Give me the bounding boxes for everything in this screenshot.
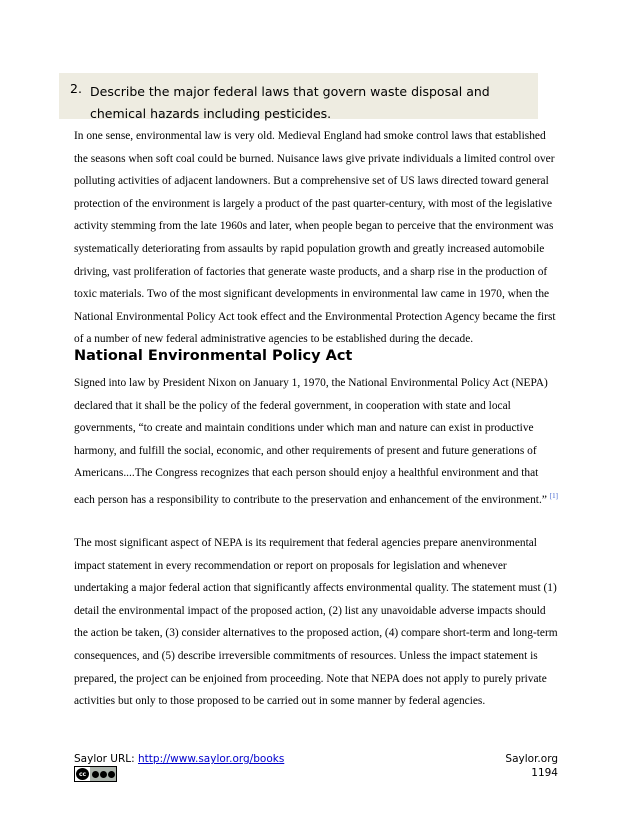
footer-site: Saylor.org (505, 753, 558, 765)
footer-url-link[interactable]: http://www.saylor.org/books (138, 753, 285, 765)
nc-icon (100, 771, 107, 778)
cc-circle-icon: cc (76, 768, 89, 780)
sa-icon (108, 771, 115, 778)
learning-objective-box (59, 73, 538, 119)
nepa-paragraph-2: The most significant aspect of NEPA is its requirement that federal agencies prepare anenvironmental impact statement in every recommendation or report on proposals for legislation and whenever undertaking a major federal action that significantly affects environmental quality. The statement must (1) detail the environmental impact of the proposed action, (2) list any unavoidable adverse impacts should the action be taken, (3) consider alternatives to the proposed action, (4) compare short-term and long-term consequences, and (5) describe irreversible commitments of resources. Unless the impact statement is prepared, the project can be enjoined from proceeding. Note that NEPA does not apply to purely private activities but only to those proposed to be carried out in some manner by federal agencies. (74, 537, 558, 708)
section-heading: National Environmental Policy Act (74, 348, 353, 364)
intro-paragraph: In one sense, environmental law is very old. Medieval England had smoke control laws that established the seasons when soft coal could be burned. Nuisance laws give private individuals a limited control over polluting activities of adjacent landowners. But a comprehensive set of US laws directed toward general protection of the environment is largely a product of the past quarter-century, with most of the legislative activity stemming from the late 1960s and later, when people began to perceive that the environment was systematically deteriorating from assaults by rapid population growth and greatly increased automobile driving, vast proliferation of factories that generate waste products, and a sharp rise in the production of toxic materials. Two of the most significant developments in environmental law came in 1970, when the National Environmental Policy Act took effect and the Environmental Protection Agency became the first of a number of new federal administrative agencies to be established during the decade. (74, 130, 556, 346)
objective-text: Describe the major federal laws that govern waste disposal and chemical hazards including pesticides. (90, 84, 490, 121)
cc-license-icons (90, 767, 116, 781)
nepa-paragraph-1 (74, 372, 560, 511)
creative-commons-icon[interactable] (74, 766, 117, 782)
objective-number: 2. (70, 81, 82, 96)
footer-right (505, 753, 558, 780)
footer-url-line (74, 753, 284, 765)
footnote-link[interactable]: [1] (549, 491, 558, 500)
page-number: 1194 (531, 766, 558, 779)
nepa-paragraph-1-text: Signed into law by President Nixon on January 1, 1970, the National Environmental Policy Act (NEPA) declared that it shall be the policy of the federal government, in cooperation with state and local governments, “to create and maintain conditions under which man and nature can exist in productive harmony, and fulfill the social, economic, and other requirements of present and future generations of Americans....The Congress recognizes that each person should enjoy a healthful environment and that each person has a responsibility to contribute to the preservation and enhancement of the environment.” (74, 377, 548, 506)
by-icon (92, 771, 99, 778)
footer-url-label: Saylor URL: (74, 753, 139, 765)
